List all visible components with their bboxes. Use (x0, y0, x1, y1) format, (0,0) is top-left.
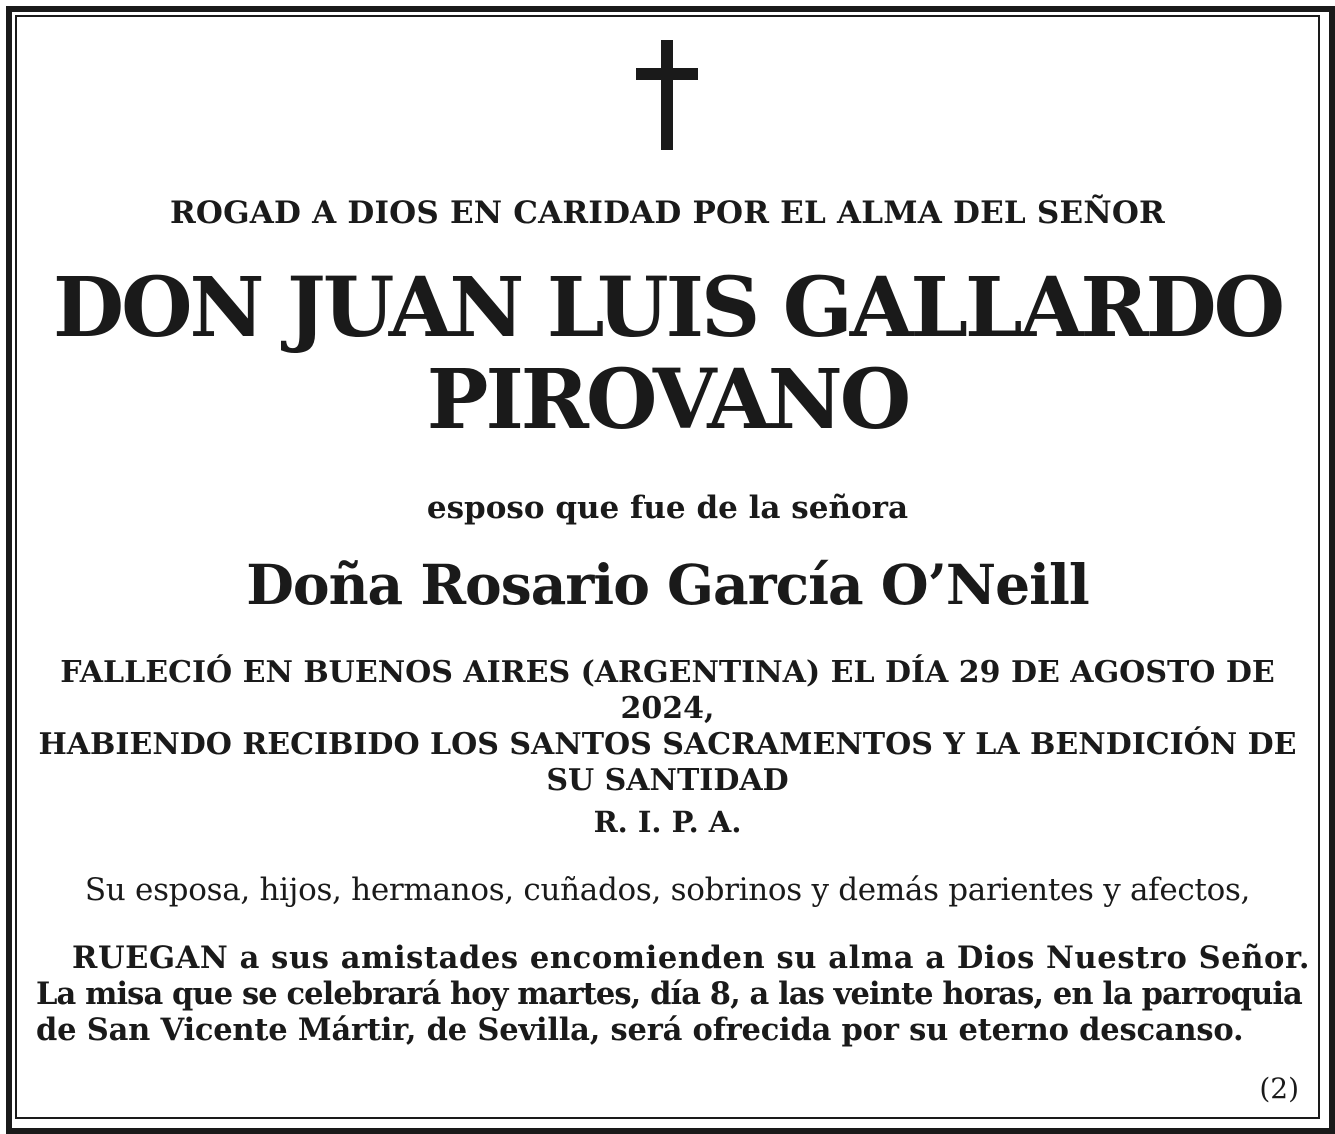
family-text: Su esposa, hijos, hermanos, cuñados, sobrinos y demás parientes y afectos, (84, 872, 1251, 908)
spouse-name: Doña Rosario García O’Neill (246, 552, 1089, 617)
deceased-name-line-1: DON JUAN LUIS GALLARDO (52, 260, 1283, 356)
ruegan-line-2: La misa que se celebrará hoy martes, día 8, a las veinte horas, en la parroquia (36, 976, 1302, 1012)
ripa-text: R. I. P. A. (593, 805, 742, 839)
death-notice (30, 655, 1305, 799)
ruegan-line-3: de San Vicente Mártir, de Sevilla, será ofrecida por su eterno descanso. (36, 1012, 1244, 1048)
death-notice-line-1: FALLECIÓ EN BUENOS AIRES (ARGENTINA) EL DÍA 29 DE AGOSTO DE 2024, (60, 655, 1275, 726)
reference-number: (2) (1259, 1072, 1299, 1105)
ruegan-line-1: RUEGAN a sus amistades encomienden su alma a Dios Nuestro Señor. (72, 940, 1311, 976)
death-notice-line-3: SU SANTIDAD (546, 763, 789, 798)
intro-text: ROGAD A DIOS EN CARIDAD POR EL ALMA DEL SEÑOR (169, 195, 1166, 231)
ruegan-paragraph (36, 940, 1311, 1048)
spouse-intro-text: esposo que fue de la señora (426, 490, 909, 526)
cross-icon (636, 40, 698, 150)
cross-horizontal-bar (636, 68, 698, 80)
cross-vertical-bar (661, 40, 673, 150)
deceased-name (30, 262, 1305, 446)
deceased-name-line-2: PIROVANO (426, 352, 909, 448)
death-notice-line-2: HABIENDO RECIBIDO LOS SANTOS SACRAMENTOS Y LA BENDICIÓN DE (38, 727, 1297, 762)
